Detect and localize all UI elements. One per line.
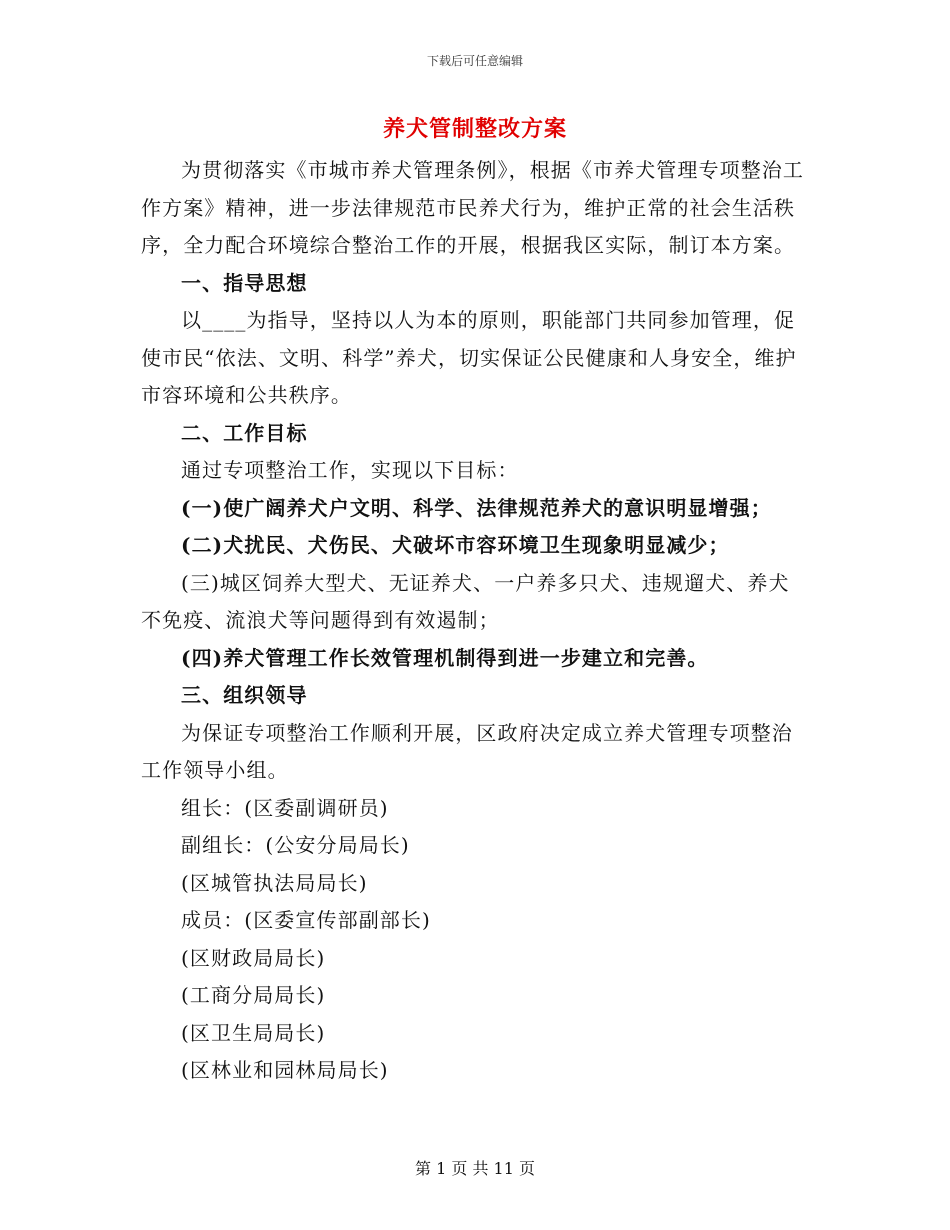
- member-line: (工商分局局长): [181, 983, 326, 1007]
- document-body: [141, 152, 809, 1090]
- page-number: 第 1 页 共 11 页: [415, 1159, 535, 1178]
- section-heading-organization: 三、组织领导: [181, 683, 308, 707]
- goal-item-2: (二)犬扰民、犬伤民、犬破坏市容环境卫生现象明显减少；: [181, 533, 730, 557]
- member-line: (区城管执法局局长): [181, 870, 368, 895]
- goal-item-1: (一)使广阔养犬户文明、科学、法律规范养犬的意识明显增强；: [181, 495, 772, 520]
- member-line: 组长：(区委副调研员): [181, 795, 389, 820]
- intro-paragraph: 为贯彻落实《市城市养犬管理条例》，根据《市养犬管理专项整治工作方案》精神，进一步法律规范市民养犬行为，维护正常的社会生活秩序，全力配合环境综合整治工作的开展，根据我区实际，制订本方案。: [141, 158, 804, 257]
- member-line: 副组长：(公安分局局长): [181, 833, 410, 857]
- goal-item-3: (三)城区饲养大型犬、无证养犬、一户养多只犬、违规遛犬、养犬不免疫、流浪犬等问题得到有效遏制；: [141, 570, 790, 632]
- member-line: (区卫生局局长): [181, 1020, 326, 1045]
- guiding-ideology-paragraph: 以____为指导，坚持以人为本的原则，职能部门共同参加管理，促使市民“依法、文明、科学”养犬，切实保证公民健康和人身安全，维护市容环境和公共秩序。: [141, 308, 797, 407]
- goal-item-4: (四)养犬管理工作长效管理机制得到进一步建立和完善。: [181, 645, 709, 670]
- section-heading-work-goals: 二、工作目标: [181, 420, 308, 445]
- header-note: 下载后可任意编辑: [426, 54, 523, 68]
- organization-paragraph: 为保证专项整治工作顺利开展，区政府决定成立养犬管理专项整治工作领导小组。: [141, 720, 793, 782]
- member-line: (区财政局局长): [181, 945, 326, 970]
- document-title: 养犬管制整改方案: [382, 116, 567, 142]
- member-line: (区林业和园林局局长): [181, 1058, 389, 1082]
- member-line: 成员：(区委宣传部副部长): [181, 908, 431, 932]
- work-goals-intro: 通过专项整治工作，实现以下目标：: [181, 458, 519, 482]
- section-heading-guiding-ideology: 一、指导思想: [181, 270, 308, 295]
